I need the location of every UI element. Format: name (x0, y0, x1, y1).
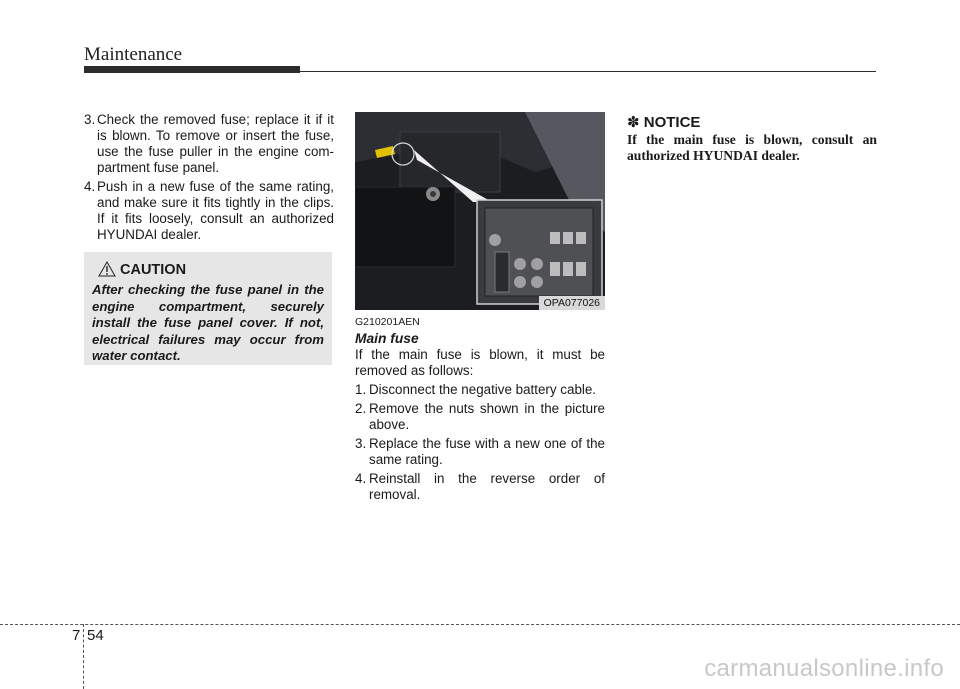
watermark: carmanualsonline.info (704, 655, 944, 682)
page-number: 54 (87, 627, 104, 644)
step-number: 1. (355, 382, 367, 397)
main-fuse-body (355, 347, 605, 503)
notice-star-icon: ✽ (627, 114, 640, 131)
footer-divider (83, 624, 84, 689)
main-fuse-intro: If the main fuse is blown, it must be removed as follows: (355, 347, 605, 378)
main-fuse-heading: Main fuse (355, 331, 419, 346)
main-fuse-steps (355, 382, 605, 503)
notice-text: If the main fuse is blown, consult an authorized HYUNDAI dealer. (627, 132, 877, 163)
step-number: 3. (355, 436, 367, 451)
instruction-step (84, 179, 334, 243)
footer-rule (0, 624, 960, 625)
warning-triangle-icon (98, 261, 116, 277)
notice-title (627, 113, 700, 131)
engine-compartment-illustration (355, 112, 605, 310)
step-number: 4. (84, 179, 96, 194)
step-text: Check the removed fuse; replace it if it is blown. To remove or insert the fuse, use the fuse puller in the engine com-partment fuse panel. (97, 112, 334, 175)
section-title: Maintenance (84, 44, 183, 65)
caution-text: After checking the fuse panel in the engine compartment, securely install the fuse panel cover. If not, electrical failures may occur from water contact. (92, 282, 324, 363)
step-text: Reinstall in the reverse order of removal. (369, 471, 605, 502)
instruction-step (355, 401, 605, 433)
caution-title: CAUTION (120, 262, 187, 278)
step-text: Remove the nuts shown in the picture above. (369, 401, 605, 432)
step-number: 3. (84, 112, 96, 127)
caution-box (84, 252, 332, 365)
instruction-step (84, 112, 334, 176)
header-rule-thin (300, 71, 876, 72)
left-column (84, 112, 334, 243)
step-number: 4. (355, 471, 367, 486)
notice-title-text: NOTICE (643, 114, 701, 131)
step-number: 2. (355, 401, 367, 416)
engine-fuse-photo (355, 112, 605, 310)
instruction-step (355, 436, 605, 468)
step-text: Replace the fuse with a new one of the same rating. (369, 436, 605, 467)
figure-code: OPA077026 (539, 296, 605, 310)
chapter-number: 7 (72, 627, 81, 644)
step-text: Push in a new fuse of the same rating, and make sure it fits tightly in the clips. If it fits loosely, consult an authorized HYUNDAI dealer. (97, 179, 334, 242)
step-text: Disconnect the negative battery cable. (369, 382, 597, 397)
section-code: G210201AEN (355, 316, 420, 328)
instruction-step (355, 471, 605, 503)
instruction-step (355, 382, 605, 398)
header-rule-thick (84, 66, 300, 73)
